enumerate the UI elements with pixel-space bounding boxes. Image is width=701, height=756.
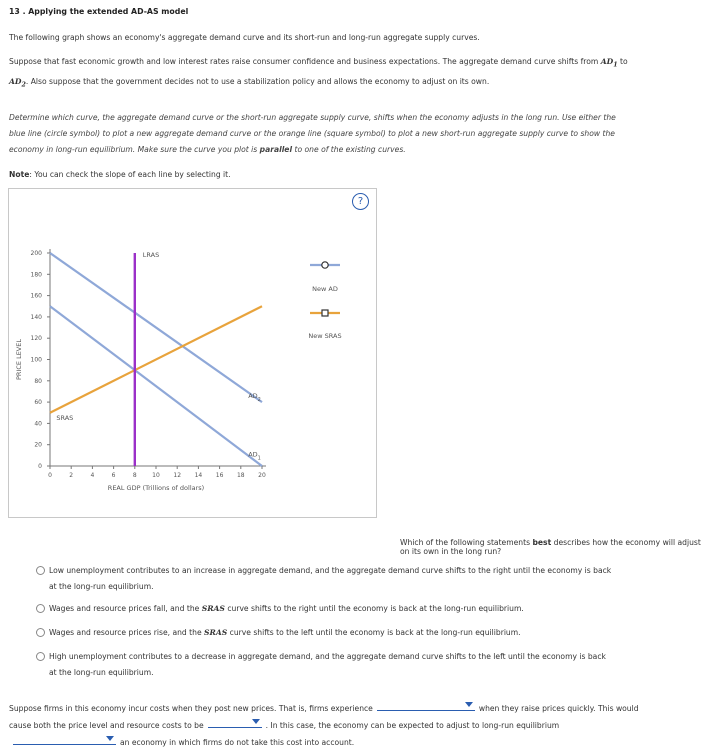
y-tick-label: 140	[30, 313, 42, 321]
intro-paragraph-2	[9, 54, 629, 93]
option-3-text: Wages and resource prices rise, and the SRAS curve shifts to the left until the economy is back at the long-run equilibrium.	[49, 628, 521, 637]
intro-p2-text-a: Suppose that fast economic growth and low interest rates raise consumer confidence and business expectations. The aggregate demand curve shifts from	[9, 57, 599, 66]
fill-text-2: when they raise prices quickly. This would cause both the price level and resource costs to be	[9, 704, 639, 730]
dropdown-adjustment-speed[interactable]	[13, 734, 116, 745]
x-tick-label: 2	[69, 472, 74, 479]
x-tick-label: 14	[194, 472, 203, 479]
new-ad-legend-label: New AD	[312, 285, 338, 293]
note-text: : You can check the slope of each line by selecting it.	[29, 170, 231, 179]
help-icon[interactable]: ?	[352, 193, 369, 210]
chevron-down-icon	[106, 736, 114, 741]
question-prompt	[400, 538, 701, 556]
dropdown-menu-costs[interactable]	[377, 700, 475, 711]
sras-label: SRAS	[56, 414, 74, 423]
x-tick-label: 4	[90, 472, 95, 479]
y-tick-label: 200	[30, 250, 42, 257]
ad2-symbol: $AD_2$	[9, 76, 26, 89]
ad1-curve[interactable]	[50, 306, 262, 466]
intro-p2-text-b: . Also suppose that the government decides not to use a stabilization policy and allows the economy to adjust on its own.	[25, 76, 490, 86]
new-sras-legend-label: New SRAS	[308, 332, 342, 340]
intro-p2-to: to	[620, 57, 628, 66]
radio-button-3[interactable]	[36, 628, 45, 637]
y-tick-label: 40	[34, 420, 42, 428]
radio-button-4[interactable]	[36, 652, 45, 661]
x-tick-label: 10	[152, 472, 160, 479]
ad2-label: $AD_2$	[248, 391, 261, 403]
square-icon[interactable]	[322, 310, 328, 316]
x-axis-label: REAL GDP (Trillions of dollars)	[107, 484, 205, 492]
option-1-text: Low unemployment contributes to an increase in aggregate demand, and the aggregate demand curve shifts to the right until the economy is back at the long-run equilibrium.	[49, 566, 612, 591]
instructions-paragraph	[9, 110, 629, 158]
x-tick-label: 12	[173, 472, 182, 479]
sras-curve[interactable]	[50, 306, 262, 413]
graph-legend[interactable]	[308, 262, 341, 340]
sras-symbol: SRAS	[201, 604, 225, 613]
ad1-label: $AD_1$	[248, 450, 261, 462]
fill-text-1: Suppose firms in this economy incur costs when they post new prices. That is, firms experience	[9, 704, 373, 713]
y-tick-label: 60	[34, 399, 42, 407]
fill-text-4: an economy in which firms do not take this cost into account.	[120, 738, 355, 747]
intro-paragraph-1: The following graph shows an economy's aggregate demand curve and its short-run and long-run aggregate supply curves.	[9, 33, 480, 42]
y-axis-label: PRICE LEVEL	[15, 339, 23, 380]
fill-text-3: . In this case, the economy can be expected to adjust to long-run equilibrium	[265, 721, 560, 730]
y-tick-label: 20	[34, 441, 42, 449]
x-tick-label: 6	[111, 472, 116, 479]
chevron-down-icon	[252, 719, 260, 724]
instructions-text-b: to one of the existing curves.	[294, 145, 406, 154]
y-tick-label: 80	[34, 377, 42, 385]
option-2-text: Wages and resource prices fall, and the SRAS curve shifts to the right until the economy is back at the long-run equilibrium.	[49, 604, 524, 613]
y-tick-label: 180	[30, 271, 42, 279]
sras-symbol: SRAS	[204, 628, 228, 637]
y-tick-label: 120	[30, 335, 42, 343]
dropdown-price-stickiness[interactable]	[208, 717, 262, 728]
y-tick-label: 100	[30, 356, 42, 364]
x-tick-label: 16	[215, 472, 224, 479]
x-tick-label: 0	[48, 472, 52, 479]
graph-curves[interactable]	[50, 251, 262, 466]
question-title: 13 . Applying the extended AD-AS model	[9, 7, 189, 16]
radio-button-2[interactable]	[36, 604, 45, 613]
chevron-down-icon	[465, 702, 473, 707]
y-tick-label: 0	[38, 463, 42, 470]
x-tick-label: 20	[258, 472, 266, 479]
circle-icon[interactable]	[322, 262, 328, 268]
graph-axes	[15, 249, 266, 492]
x-tick-label: 18	[236, 472, 245, 479]
y-tick-label: 160	[30, 292, 42, 300]
instructions-bold: parallel	[259, 145, 293, 154]
x-tick-label: 8	[132, 472, 137, 479]
question-prompt-bold: best	[532, 538, 552, 547]
instructions-text-a: Determine which curve, the aggregate demand curve or the short-run aggregate supply curve, shifts when the economy adjusts in the long run. Use either the blue line (circle symbol) to plot a new aggregate demand curve or the orange line (square symbol) to plot a new short-run aggregate supply curve to show the economy in long-run equilibrium. Make sure the curve you plot is	[9, 113, 616, 154]
note-label: Note	[9, 170, 30, 179]
option-4-text: High unemployment contributes to a decrease in aggregate demand, and the aggregate demand curve shifts to the left until the economy is back at the long-run equilibrium.	[49, 652, 606, 677]
ad-as-graph[interactable]	[8, 188, 377, 518]
ad2-curve[interactable]	[50, 253, 262, 402]
lras-label: LRAS	[142, 251, 160, 259]
question-prompt-a: Which of the following statements	[400, 538, 531, 547]
radio-button-1[interactable]	[36, 566, 45, 575]
question-prompt-b: describes how the economy will adjust on its own in the long run?	[400, 538, 701, 556]
note	[9, 167, 629, 183]
ad1-symbol: $AD_1$	[600, 57, 618, 69]
fill-in-paragraph	[9, 700, 639, 751]
